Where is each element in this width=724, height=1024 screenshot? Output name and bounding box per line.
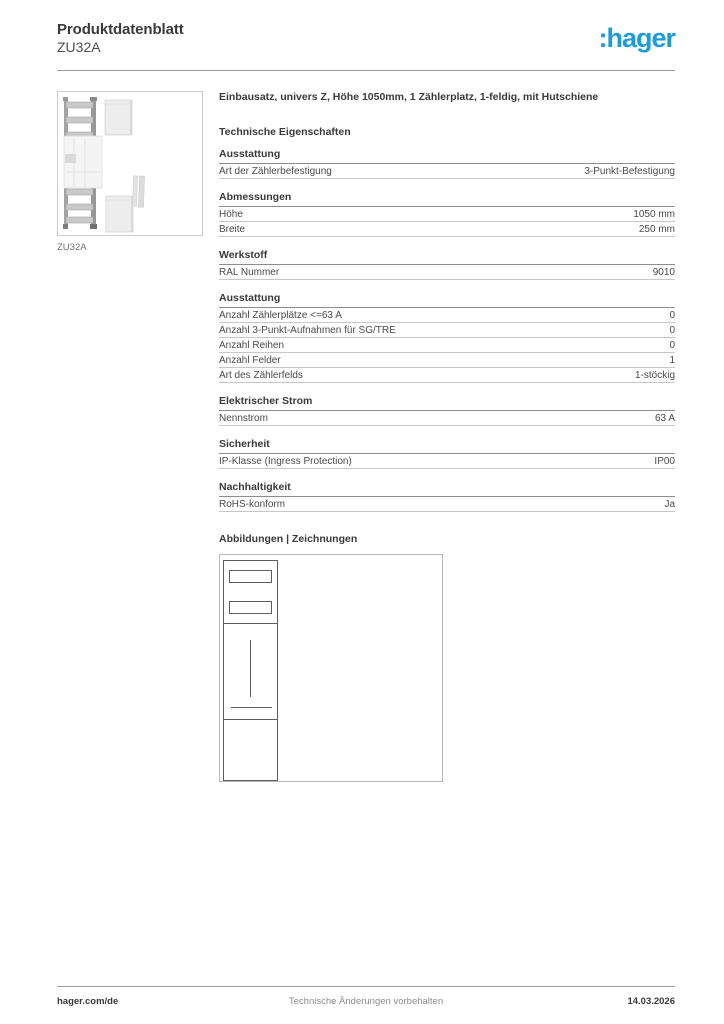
technical-drawing-graphic (220, 555, 442, 781)
spec-group-title: Sicherheit (219, 439, 675, 454)
spec-label: Nennstrom (219, 412, 268, 424)
spec-group-title: Abmessungen (219, 192, 675, 207)
spec-label: Höhe (219, 208, 243, 220)
spec-value: 250 mm (638, 223, 675, 235)
spec-group-title: Nachhaltigkeit (219, 482, 675, 497)
spec-label: Anzahl 3-Punkt-Aufnahmen für SG/TRE (219, 324, 396, 336)
spec-row (219, 308, 675, 323)
spec-value: Ja (664, 498, 675, 510)
spec-row (219, 411, 675, 426)
spec-value: IP00 (654, 455, 675, 467)
page-footer (57, 986, 675, 1008)
spec-group (219, 250, 675, 280)
spec-group (219, 396, 675, 426)
technical-drawing (219, 554, 443, 782)
spec-row (219, 164, 675, 179)
spec-label: Anzahl Zählerplätze <=63 A (219, 309, 342, 321)
spec-row (219, 368, 675, 383)
product-image-caption: ZU32A (57, 241, 87, 253)
spec-row (219, 338, 675, 353)
page-header (0, 0, 724, 57)
product-photo-graphic (58, 92, 202, 235)
spec-group-title: Werkstoff (219, 250, 675, 265)
spec-value: 1050 mm (633, 208, 675, 220)
spec-label: Breite (219, 223, 246, 235)
spec-group (219, 439, 675, 469)
technical-properties-title: Technische Eigenschaften (219, 126, 351, 139)
product-photo (57, 91, 203, 236)
spec-group (219, 482, 675, 512)
footer-date: 14.03.2026 (627, 996, 675, 1007)
header-title-block (57, 21, 184, 57)
spec-group (219, 192, 675, 237)
spec-group (219, 293, 675, 383)
document-title: Produktdatenblatt (57, 21, 184, 38)
spec-label: Art der Zählerbefestigung (219, 165, 332, 177)
spec-row (219, 222, 675, 237)
footer-notice: Technische Änderungen vorbehalten (288, 996, 444, 1007)
spec-row (219, 323, 675, 338)
spec-label: RAL Nummer (219, 266, 280, 278)
spec-label: RoHS-konform (219, 498, 286, 510)
footer-divider (57, 986, 675, 987)
spec-value: 0 (669, 309, 675, 321)
product-code: ZU32A (57, 39, 101, 55)
spec-row (219, 207, 675, 222)
spec-label: Art des Zählerfelds (219, 369, 303, 381)
spec-group-title: Ausstattung (219, 293, 675, 308)
spec-value: 0 (669, 324, 675, 336)
product-description: Einbausatz, univers Z, Höhe 1050mm, 1 Zählerplatz, 1-feldig, mit Hutschiene (219, 90, 599, 103)
spec-label: IP-Klasse (Ingress Protection) (219, 455, 352, 467)
spec-row (219, 454, 675, 469)
footer-website-link[interactable]: hager.com/de (57, 996, 119, 1007)
spec-value: 63 A (654, 412, 675, 424)
spec-value: 1 (669, 354, 675, 366)
spec-row (219, 497, 675, 512)
specs-column (219, 91, 675, 783)
spec-label: Anzahl Felder (219, 354, 281, 366)
footer-row (57, 996, 675, 1008)
spec-group-title: Elektrischer Strom (219, 396, 675, 411)
spec-groups (219, 149, 675, 512)
spec-group-title: Ausstattung (219, 149, 675, 164)
spec-row (219, 353, 675, 368)
drawings-title: Abbildungen | Zeichnungen (219, 533, 358, 546)
hager-logo: :hager (598, 23, 675, 53)
spec-value: 1-stöckig (634, 369, 675, 381)
spec-value: 0 (669, 339, 675, 351)
product-image-column (57, 91, 203, 253)
spec-label: Anzahl Reihen (219, 339, 285, 351)
spec-group (219, 149, 675, 179)
spec-value: 3-Punkt-Befestigung (584, 165, 675, 177)
spec-row (219, 265, 675, 280)
spec-value: 9010 (652, 266, 675, 278)
content-area (0, 71, 724, 783)
